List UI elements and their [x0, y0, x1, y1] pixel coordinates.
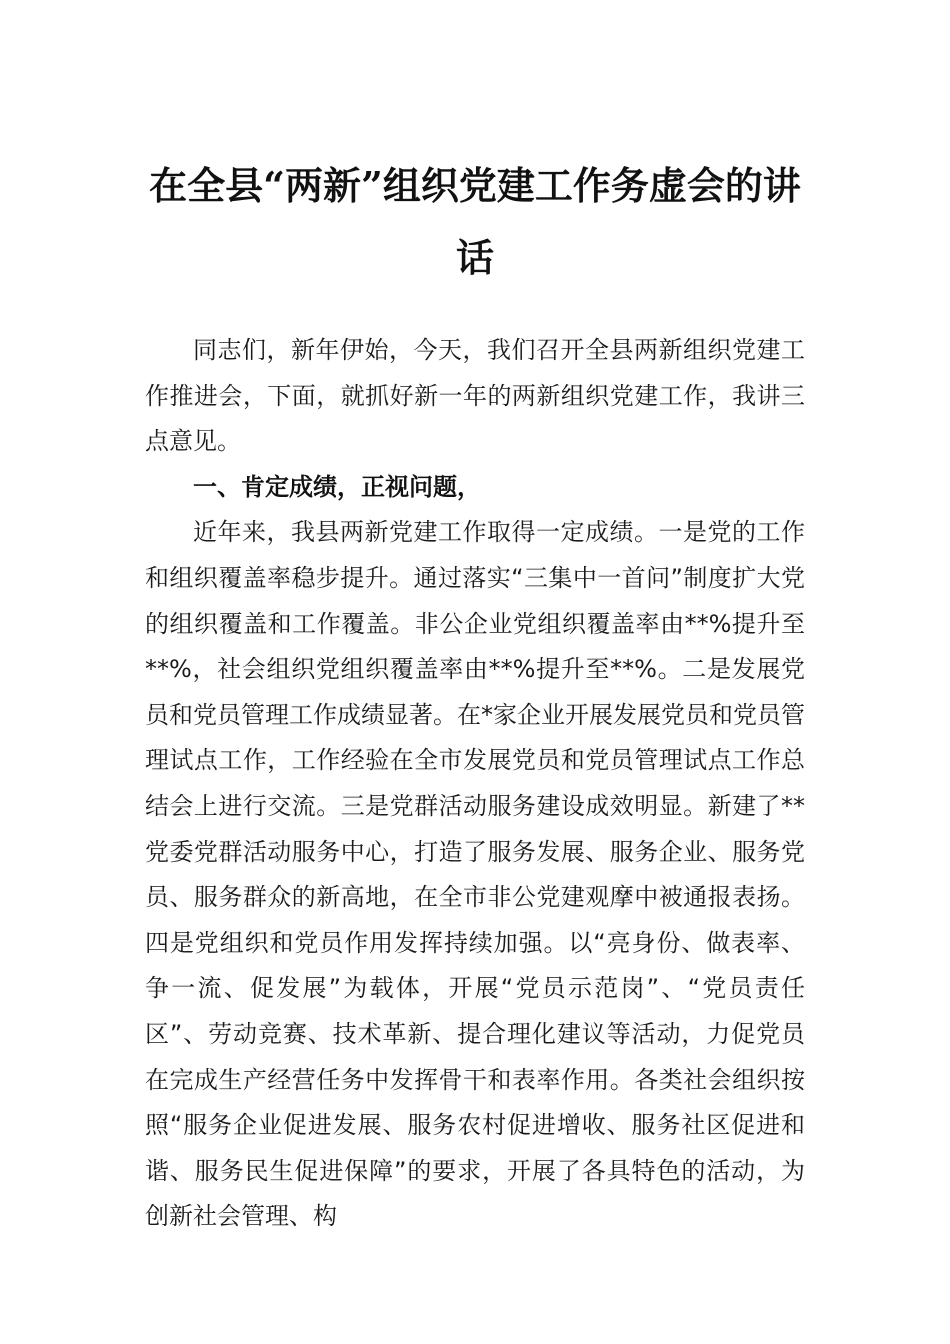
section-heading-1: 一、肯定成绩，正视问题， — [193, 472, 481, 501]
paragraph-opening: 同志们，新年伊始，今天，我们召开全县两新组织党建工作推进会，下面，就抓好新一年的两新组织党建工作，我讲三点意见。 — [145, 336, 805, 456]
paragraph-achievements: 近年来，我县两新党建工作取得一定成绩。一是党的工作和组织覆盖率稳步提升。通过落实“三集中一首问”制度扩大党的组织覆盖和工作覆盖。非公企业党组织覆盖率由**%提升至**%，社会组织党组织覆盖率由**%提升至**%。二是发展党员和党员管理工作成绩显著。在*家企业开展发展党员和党员管理试点工作，工作经验在全市发展党员和党员管理试点工作总结会上进行交流。三是党群活动服务建设成效明显。新建了**党委党群活动服务中心，打造了服务发展、服务企业、服务党员、服务群众的新高地，在全市非公党建观摩中被通报表扬。四是党组织和党员作用发挥持续加强。以“亮身份、做表率、争一流、促发展”为载体，开展“党员示范岗”、“党员责任区”、劳动竞赛、技术革新、提合理化建议等活动，力促党员在完成生产经营任务中发挥骨干和表率作用。各类社会组织按照“服务企业促进发展、服务农村促进增收、服务社区促进和谐、服务民生促进保障”的要求，开展了各具特色的活动，为创新社会管理、构 — [145, 518, 805, 1231]
document-body — [145, 328, 805, 1240]
document-title: 在全县“两新”组织党建工作务虚会的讲话 — [149, 163, 801, 280]
